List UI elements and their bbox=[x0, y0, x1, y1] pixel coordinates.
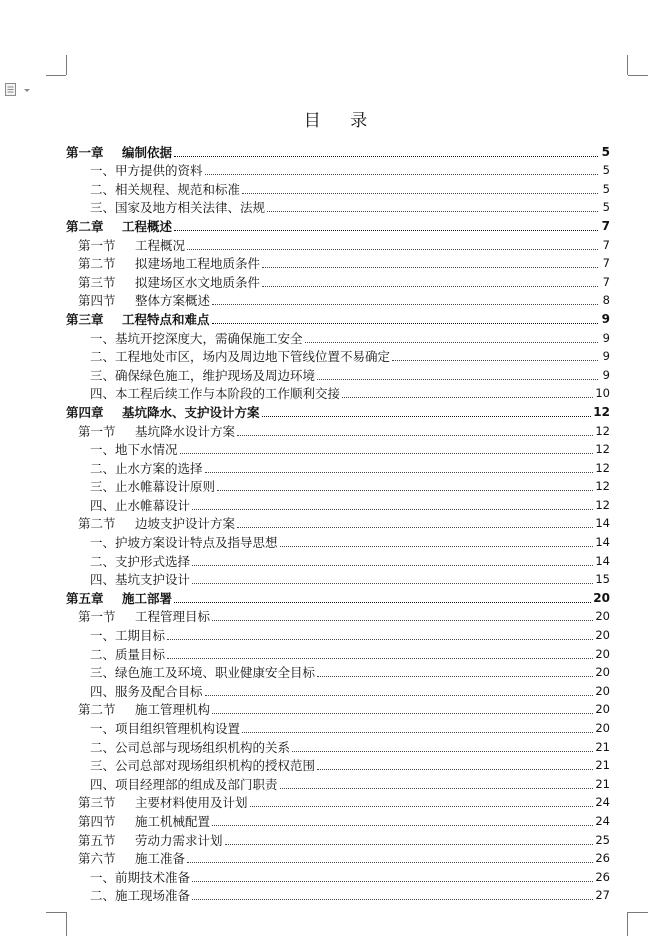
toc-entry-label bbox=[66, 145, 172, 160]
toc-page-number: 12 bbox=[595, 497, 610, 512]
toc-page-number: 26 bbox=[595, 869, 610, 884]
toc-entry[interactable] bbox=[66, 439, 610, 458]
toc-page-number: 20 bbox=[593, 590, 610, 605]
toc-entry[interactable] bbox=[66, 364, 610, 383]
toc-leader-dots bbox=[280, 546, 594, 547]
toc-entry-text: 一、地下水情况 bbox=[90, 442, 178, 458]
toc-entry[interactable] bbox=[66, 253, 610, 272]
toc-entry[interactable] bbox=[66, 717, 610, 736]
toc-entry-label bbox=[78, 516, 235, 531]
toc-page-number: 21 bbox=[595, 776, 610, 791]
toc-entry-number: 第五章 bbox=[66, 590, 104, 606]
toc-leader-dots bbox=[205, 695, 594, 696]
toc-entry-label bbox=[90, 535, 278, 550]
toc-entry-text: 二、质量目标 bbox=[90, 646, 166, 662]
toc-leader-dots bbox=[192, 899, 593, 900]
toc-entry[interactable] bbox=[66, 383, 610, 402]
toc-page-number: 20 bbox=[595, 609, 610, 624]
toc-entry-number: 第一节 bbox=[78, 237, 116, 253]
toc-leader-dots bbox=[342, 397, 593, 398]
toc-entry-text: 工程概述 bbox=[122, 218, 173, 234]
toc-entry-label bbox=[90, 740, 290, 755]
toc-leader-dots bbox=[180, 453, 594, 454]
toc-page-number: 10 bbox=[595, 386, 610, 401]
toc-leader-dots bbox=[262, 416, 592, 417]
toc-entry[interactable] bbox=[66, 401, 610, 420]
toc-entry[interactable] bbox=[66, 160, 610, 179]
toc-leader-dots bbox=[237, 435, 593, 436]
toc-leader-dots bbox=[392, 360, 598, 361]
toc-page-number: 20 bbox=[595, 646, 610, 661]
toc-entry[interactable] bbox=[66, 587, 610, 606]
toc-entry[interactable] bbox=[66, 197, 610, 216]
toc-entry-text: 施工机械配置 bbox=[135, 813, 211, 829]
toc-leader-dots bbox=[187, 862, 593, 863]
toc-entry-label bbox=[90, 665, 315, 680]
toc-page-number: 24 bbox=[595, 795, 610, 810]
toc-entry[interactable] bbox=[66, 141, 610, 160]
toc-leader-dots bbox=[267, 211, 598, 212]
toc-entry[interactable] bbox=[66, 346, 610, 365]
toc-entry-label bbox=[90, 349, 390, 364]
toc-entry-text: 工程概况 bbox=[135, 237, 186, 253]
toc-leader-dots bbox=[167, 639, 593, 640]
toc-entry-text: 三、止水帷幕设计原则 bbox=[90, 479, 216, 495]
toc-entry[interactable] bbox=[66, 643, 610, 662]
toc-leader-dots bbox=[262, 286, 598, 287]
toc-page-number: 14 bbox=[595, 553, 610, 568]
table-of-contents bbox=[66, 141, 610, 903]
toc-page-number: 20 bbox=[595, 665, 610, 680]
toc-page-number: 9 bbox=[602, 330, 610, 345]
toc-entry-label bbox=[90, 721, 240, 736]
toc-leader-dots bbox=[192, 583, 593, 584]
toc-entry-text: 一、基坑开挖深度大，需确保施工安全 bbox=[90, 330, 303, 346]
toc-entry-text: 工程特点和难点 bbox=[122, 311, 210, 327]
toc-entry[interactable] bbox=[66, 662, 610, 681]
toc-entry-number: 第五节 bbox=[78, 832, 116, 848]
toc-entry[interactable] bbox=[66, 569, 610, 588]
toc-entry[interactable] bbox=[66, 885, 610, 904]
toc-page-number: 9 bbox=[602, 349, 610, 364]
toc-entry[interactable] bbox=[66, 476, 610, 495]
toc-entry-text: 二、止水方案的选择 bbox=[90, 460, 203, 476]
toc-entry[interactable] bbox=[66, 848, 610, 867]
toc-entry[interactable] bbox=[66, 606, 610, 625]
toc-page-number: 14 bbox=[595, 516, 610, 531]
toc-entry-label bbox=[90, 461, 203, 476]
toc-page-number: 7 bbox=[602, 256, 610, 271]
toc-page-number: 21 bbox=[595, 758, 610, 773]
toc-leader-dots bbox=[174, 230, 598, 231]
toc-leader-dots bbox=[217, 490, 593, 491]
toc-entry-label bbox=[78, 814, 210, 829]
toc-page-number: 12 bbox=[595, 479, 610, 494]
toc-page-number: 9 bbox=[602, 367, 610, 382]
toc-entry-text: 三、国家及地方相关法律、法规 bbox=[90, 200, 266, 216]
toc-page-number: 7 bbox=[602, 274, 610, 289]
toc-leader-dots bbox=[205, 472, 594, 473]
toc-entry-text: 劳动力需求计划 bbox=[135, 832, 223, 848]
toc-entry[interactable] bbox=[66, 773, 610, 792]
toc-entry-label bbox=[66, 312, 210, 327]
toc-leader-dots bbox=[317, 769, 593, 770]
toc-entry[interactable] bbox=[66, 866, 610, 885]
toc-entry-text: 二、相关规程、规范和标准 bbox=[90, 181, 241, 197]
toc-entry-text: 三、绿色施工及环境、职业健康安全目标 bbox=[90, 665, 316, 681]
toc-page-number: 7 bbox=[602, 237, 610, 252]
toc-entry[interactable] bbox=[66, 420, 610, 439]
toc-entry-label bbox=[90, 758, 315, 773]
toc-entry-number: 第三节 bbox=[78, 795, 116, 811]
toc-entry[interactable] bbox=[66, 736, 610, 755]
toc-entry-text: 一、护坡方案设计特点及指导思想 bbox=[90, 535, 278, 551]
toc-entry-label bbox=[90, 200, 265, 215]
toc-entry-label bbox=[90, 684, 203, 699]
toc-entry-number: 第三章 bbox=[66, 311, 104, 327]
toc-leader-dots bbox=[174, 156, 598, 157]
toc-entry-number: 第一节 bbox=[78, 609, 116, 625]
toc-page-number: 20 bbox=[595, 683, 610, 698]
toc-entry-number: 第二节 bbox=[78, 256, 116, 272]
toc-entry-label bbox=[66, 405, 260, 420]
toc-entry[interactable] bbox=[66, 810, 610, 829]
toc-leader-dots bbox=[192, 881, 593, 882]
toc-page-number: 12 bbox=[595, 460, 610, 475]
toc-entry-label bbox=[90, 386, 340, 401]
toc-entry-text: 一、项目组织管理机构设置 bbox=[90, 721, 241, 736]
toc-entry[interactable] bbox=[66, 792, 610, 811]
toc-entry-text: 基坑降水、支护设计方案 bbox=[122, 404, 260, 420]
toc-entry-text: 四、服务及配合目标 bbox=[90, 683, 203, 699]
toc-entry-label bbox=[78, 424, 235, 439]
toc-leader-dots bbox=[205, 174, 598, 175]
toc-page-number: 5 bbox=[602, 163, 610, 178]
toc-entry[interactable] bbox=[66, 531, 610, 550]
toc-entry-label bbox=[90, 572, 190, 587]
toc-leader-dots bbox=[305, 342, 598, 343]
toc-entry-label bbox=[78, 795, 248, 810]
toc-entry-text: 编制依据 bbox=[122, 144, 173, 160]
toc-entry[interactable] bbox=[66, 308, 610, 327]
toc-page-number: 12 bbox=[593, 404, 610, 419]
toc-entry-label bbox=[90, 182, 240, 197]
toc-leader-dots bbox=[292, 751, 593, 752]
toc-leader-dots bbox=[317, 676, 593, 677]
toc-entry[interactable] bbox=[66, 829, 610, 848]
toc-entry-label bbox=[90, 479, 215, 494]
toc-entry-label bbox=[90, 554, 190, 569]
toc-entry-text: 基坑降水设计方案 bbox=[135, 423, 236, 439]
toc-leader-dots bbox=[317, 379, 598, 380]
toc-entry-text: 施工管理机构 bbox=[135, 702, 211, 718]
toc-entry-text: 三、确保绿色施工，维护现场及周边环境 bbox=[90, 367, 316, 383]
toc-entry-label bbox=[78, 238, 185, 253]
toc-entry-text: 整体方案概述 bbox=[135, 293, 211, 309]
paste-options-icon[interactable] bbox=[4, 82, 34, 98]
toc-leader-dots bbox=[174, 602, 591, 603]
toc-leader-dots bbox=[192, 509, 593, 510]
toc-entry[interactable] bbox=[66, 513, 610, 532]
toc-entry[interactable] bbox=[66, 680, 610, 699]
toc-entry-label bbox=[90, 888, 190, 903]
toc-page-number: 5 bbox=[602, 181, 610, 196]
toc-entry-text: 四、止水帷幕设计 bbox=[90, 497, 191, 513]
toc-entry-label bbox=[90, 498, 190, 513]
toc-page-number: 27 bbox=[595, 888, 610, 903]
toc-entry-text: 施工准备 bbox=[135, 851, 186, 867]
toc-entry-text: 二、施工现场准备 bbox=[90, 888, 191, 904]
toc-page-number: 21 bbox=[595, 739, 610, 754]
toc-entry-number: 第三节 bbox=[78, 274, 116, 290]
toc-entry-number: 第四章 bbox=[66, 404, 104, 420]
toc-leader-dots bbox=[250, 806, 594, 807]
toc-leader-dots bbox=[280, 788, 594, 789]
toc-entry-number: 第四节 bbox=[78, 293, 116, 309]
toc-page-number: 12 bbox=[595, 442, 610, 457]
toc-leader-dots bbox=[242, 193, 598, 194]
toc-entry[interactable] bbox=[66, 755, 610, 774]
toc-leader-dots bbox=[212, 323, 598, 324]
toc-page-number: 26 bbox=[595, 851, 610, 866]
toc-entry-text: 二、支护形式选择 bbox=[90, 553, 191, 569]
toc-entry-text: 主要材料使用及计划 bbox=[135, 795, 248, 811]
toc-leader-dots bbox=[212, 825, 593, 826]
toc-leader-dots bbox=[192, 565, 593, 566]
toc-entry[interactable] bbox=[66, 215, 610, 234]
toc-entry-text: 三、公司总部对现场组织机构的授权范围 bbox=[90, 758, 316, 774]
toc-entry[interactable] bbox=[66, 457, 610, 476]
toc-entry-number: 第一章 bbox=[66, 144, 104, 160]
toc-page-number: 25 bbox=[595, 832, 610, 847]
toc-entry-label bbox=[78, 833, 223, 848]
toc-entry-label bbox=[90, 368, 315, 383]
toc-entry[interactable] bbox=[66, 271, 610, 290]
toc-title: 目 录 bbox=[303, 111, 380, 131]
toc-entry-text: 边坡支护设计方案 bbox=[135, 516, 236, 532]
toc-entry-text: 工程管理目标 bbox=[135, 609, 211, 625]
toc-entry-label bbox=[90, 331, 303, 346]
toc-leader-dots bbox=[237, 527, 593, 528]
toc-entry-label bbox=[78, 702, 210, 717]
toc-entry[interactable] bbox=[66, 624, 610, 643]
toc-entry[interactable] bbox=[66, 699, 610, 718]
toc-entry-label bbox=[78, 609, 210, 624]
toc-entry[interactable] bbox=[66, 550, 610, 569]
toc-page-number: 20 bbox=[595, 628, 610, 643]
toc-entry-number: 第二节 bbox=[78, 702, 116, 718]
toc-entry-number: 第四节 bbox=[78, 813, 116, 829]
toc-entry-text: 一、前期技术准备 bbox=[90, 869, 191, 885]
toc-leader-dots bbox=[212, 713, 593, 714]
toc-page-number: 8 bbox=[602, 293, 610, 308]
toc-entry[interactable] bbox=[66, 327, 610, 346]
toc-entry[interactable] bbox=[66, 234, 610, 253]
toc-page-number: 14 bbox=[595, 535, 610, 550]
toc-entry-number: 第二章 bbox=[66, 218, 104, 234]
toc-entry[interactable] bbox=[66, 494, 610, 513]
toc-entry-text: 一、甲方提供的资料 bbox=[90, 163, 203, 179]
toc-entry-number: 第六节 bbox=[78, 851, 116, 867]
toc-entry[interactable] bbox=[66, 290, 610, 309]
toc-page-number: 20 bbox=[595, 702, 610, 717]
toc-entry-label bbox=[66, 219, 172, 234]
toc-page-number: 5 bbox=[601, 144, 610, 159]
toc-page-number: 15 bbox=[595, 572, 610, 587]
toc-entry-text: 拟建场区水文地质条件 bbox=[135, 274, 261, 290]
toc-entry-label bbox=[90, 777, 278, 792]
toc-entry-text: 一、工期目标 bbox=[90, 628, 166, 644]
toc-entry-text: 二、公司总部与现场组织机构的关系 bbox=[90, 739, 291, 755]
toc-entry-label bbox=[90, 163, 203, 178]
toc-page-number: 9 bbox=[601, 311, 610, 326]
toc-leader-dots bbox=[242, 732, 593, 733]
toc-entry-label bbox=[78, 256, 260, 271]
toc-entry-text: 四、基坑支护设计 bbox=[90, 572, 191, 588]
toc-leader-dots bbox=[225, 844, 594, 845]
toc-entry-label bbox=[66, 591, 172, 606]
toc-entry[interactable] bbox=[66, 178, 610, 197]
toc-entry-label bbox=[78, 851, 185, 866]
toc-page-number: 7 bbox=[601, 218, 610, 233]
toc-entry-label bbox=[90, 442, 178, 457]
toc-page-number: 20 bbox=[595, 721, 610, 735]
toc-leader-dots bbox=[212, 304, 598, 305]
toc-leader-dots bbox=[262, 267, 598, 268]
toc-entry-text: 施工部署 bbox=[122, 590, 173, 606]
toc-entry-label bbox=[90, 628, 165, 643]
toc-entry-label bbox=[90, 870, 190, 885]
toc-entry-text: 拟建场地工程地质条件 bbox=[135, 256, 261, 272]
toc-entry-number: 第一节 bbox=[78, 423, 116, 439]
toc-entry-text: 四、项目经理部的组成及部门职责 bbox=[90, 776, 278, 792]
toc-entry-label bbox=[78, 275, 260, 290]
toc-entry-number: 第二节 bbox=[78, 516, 116, 532]
toc-page-number: 24 bbox=[595, 813, 610, 828]
toc-page-number: 12 bbox=[595, 423, 610, 438]
toc-leader-dots bbox=[212, 620, 593, 621]
toc-page-number: 5 bbox=[602, 200, 610, 215]
toc-entry-text: 四、本工程后续工作与本阶段的工作顺利交接 bbox=[90, 386, 341, 402]
toc-entry-label bbox=[90, 647, 165, 662]
toc-leader-dots bbox=[167, 658, 593, 659]
toc-entry-label bbox=[78, 293, 210, 308]
toc-entry-text: 二、工程地处市区，场内及周边地下管线位置不易确定 bbox=[90, 349, 391, 365]
toc-leader-dots bbox=[187, 249, 598, 250]
